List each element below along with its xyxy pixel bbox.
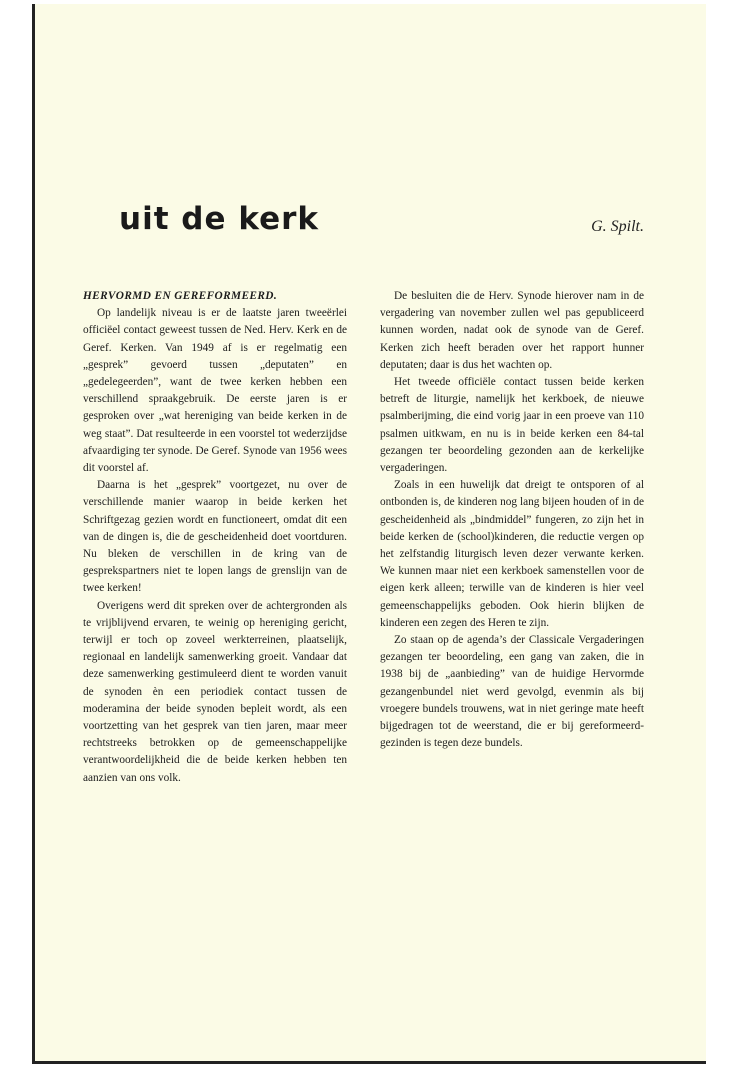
left-paragraph-2: Daarna is het „gesprek” voortgezet, nu over de verschillende manier waarop in beide kerken het Schriftgezag gezien wordt en functioneert, omdat dit een van de dingen is, die de gescheidenheid doet voortduren. Nu bleken de verschillen in de kring van de gesprekspartners niet te lopen langs de grenslijn van de twee kerken! — [83, 479, 347, 595]
section-title: HERVORMD EN GEREFORMEERD. — [83, 290, 278, 302]
author-name: G. Spilt. — [591, 218, 644, 235]
left-paragraph-3: Overigens werd dit spreken over de achtergronden als te vrijblijvend ervaren, te weinig op hereniging gericht, terwijl er toch op zoveel werkterreinen, plaatselijk, regionaal en landelijk samenwerking groeit. Vandaar dat deze samenwerking gestimuleerd dient te worden vanuit de synoden èn een periodiek contact tussen de moderamina der beide synoden bepleit wordt, als een voortzetting van het gesprek van tien jaren, maar meer rechtstreeks betrokken op de gemeenschappelijke verantwoordelijkheid die de beide kerken hebben ten aanzien van ons volk. — [83, 599, 347, 784]
right-paragraph-1: De besluiten die de Herv. Synode hierover nam in de vergadering van november zullen wel pas gepubliceerd kunnen worden, nadat ook de synode van de Geref. Kerken zich heeft beraden over het rapport hunner deputaten; daar is dus het wachten op. — [380, 290, 644, 371]
right-paragraph-4: Zo staan op de agenda’s der Classicale Vergaderingen gezangen ter beoordeling, een gang van zaken, die in 1938 bij de „aanbieding” van de huidige Hervormde gezangenbundel niet werd gevolgd, evenmin als bij vroegere bundels trouwens, wat in niet geringe mate heeft bijgedragen tot de weerstand, die er bij gereformeerd-gezinden is tegen deze bundels. — [380, 634, 644, 750]
right-column — [380, 288, 644, 752]
right-paragraph-2: Het tweede officiële contact tussen beide kerken betreft de liturgie, namelijk het kerkboek, de nieuwe psalmberijming, die eind vorig jaar in een proeve van 110 psalmen uitkwam, en nu is in beide kerken een 84-tal gezangen ter beoordeling gezonden aan de kerkelijke vergaderingen. — [380, 376, 644, 475]
left-column — [83, 288, 347, 787]
right-paragraph-3: Zoals in een huwelijk dat dreigt te ontsporen of al ontbonden is, de kinderen nog lang bijeen houden of in de gescheidenheid als „bindmiddel” fungeren, zo zijn het in beide kerken de (school)kinderen, die reductie vergen op het zelfstandig liturgisch leven dezer verwante kerken. We kunnen maar niet een kerkboek samenstellen voor de eigen kerk alleen; terwille van de kinderen is hier veel gemeenschappelijks geboden. Ook hierin blijken de kinderen een zegen des Heren te zijn. — [380, 479, 644, 629]
column-heading: uit de kerk — [119, 201, 320, 237]
left-paragraph-1: Op landelijk niveau is er de laatste jaren tweeërlei officiëel contact geweest tussen de Ned. Herv. Kerk en de Geref. Kerken. Van 1949 af is er regelmatig een „gesprek” gevoerd tussen „deputaten” en „gedelegeerden”, want de twee kerken hebben een verschillend spraakgebruik. De eerste jaren is er gesproken over „wat hereniging van beide kerken in de weg staat”. Dat resulteerde in een voorstel tot wederzijdse afvaardiging ter synode. De Geref. Synode van 1956 wees dit voorstel af. — [83, 307, 347, 475]
